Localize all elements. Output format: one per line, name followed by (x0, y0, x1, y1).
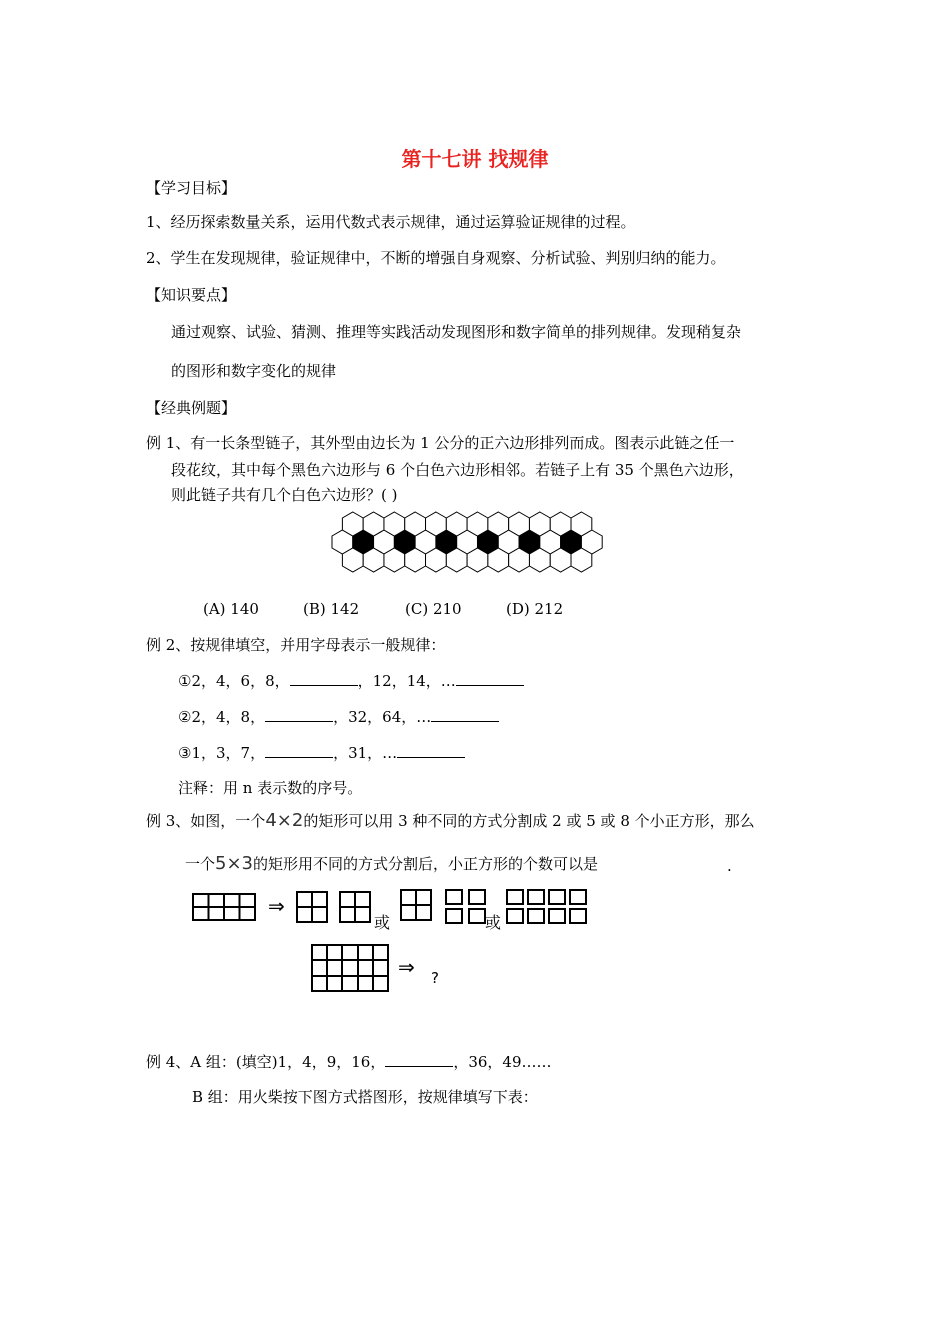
ex3-line-1 (146, 811, 755, 831)
or-label-1: 或 (374, 913, 391, 932)
ex1-option-a: (A) 140 (203, 600, 259, 618)
ex1-option-d: (D) 212 (506, 600, 564, 618)
split-2-squares (296, 891, 372, 923)
knowledge-line-1: 通过观察、试验、猜测、推理等实践活动发现图形和数字简单的排列规律。发现稍复杂 (171, 323, 742, 341)
seq2-end: ，32，64，… (333, 708, 432, 726)
seq2-start: ②2，4，8， (178, 708, 266, 726)
arrow-icon-1: ⇒ (268, 894, 285, 918)
knowledge-line-2: 的图形和数字变化的规律 (171, 362, 337, 380)
seq1-start: ①2，4，6，8， (178, 672, 290, 690)
split-5-squares (400, 889, 490, 925)
ex1-line-2: 段花纹，其中每个黑色六边形与 6 个白色六边形相邻。若链子上有 35 个黑色六边形， (171, 461, 744, 479)
ex2-sequence-2 (178, 707, 499, 727)
rect-4x2-grid (192, 893, 256, 921)
ex4-line-1 (146, 1052, 552, 1072)
ex3-line-2-start: 一个 (185, 855, 216, 873)
seq1-end: ，12，14，… (357, 672, 456, 690)
ex2-sequence-1 (178, 671, 524, 691)
examples-heading: 【经典例题】 (146, 399, 237, 417)
ex4-line-2: B 组：用火柴按下图方式搭图形，按规律填写下表： (192, 1088, 538, 1106)
ex3-dims-4x2: 4×2 (265, 810, 304, 831)
ex4-line-1-start: 例 4、A 组：(填空)1，4，9，16， (146, 1053, 386, 1071)
lesson-title: 第十七讲 找规律 (401, 147, 549, 171)
knowledge-heading: 【知识要点】 (146, 286, 237, 304)
ex1-line-3: 则此链子共有几个白色六边形？( ) (171, 486, 398, 504)
seq3-blank-1[interactable] (265, 743, 333, 758)
ex3-line-2 (185, 854, 598, 874)
seq1-blank-1[interactable] (290, 671, 358, 686)
ex3-line-1-end: 的矩形可以用 3 种不同的方式分割成 2 或 5 或 8 个小正方形，那么 (303, 812, 755, 830)
seq2-blank-2[interactable] (431, 707, 499, 722)
ex2-note: 注释：用 n 表示数的序号。 (178, 779, 363, 797)
split-8-squares (506, 889, 588, 925)
question-mark: ? (431, 969, 439, 987)
arrow-icon-2: ⇒ (398, 955, 415, 979)
ex3-dims-5x3: 5×3 (215, 853, 254, 874)
ex3-line-2-end: 的矩形用不同的方式分割后，小正方形的个数可以是 (253, 855, 599, 873)
hexagon-chain-figure (330, 505, 620, 580)
ex1-option-c: (C) 210 (405, 600, 462, 618)
seq3-blank-2[interactable] (397, 743, 465, 758)
goal-item-1: 1、经历探索数量关系，运用代数式表示规律，通过运算验证规律的过程。 (146, 213, 636, 231)
ex3-line-2-period: . (727, 857, 732, 875)
seq3-end: ，31，… (333, 744, 398, 762)
or-label-2: 或 (485, 913, 502, 932)
seq3-start: ③1，3，7， (178, 744, 266, 762)
ex2-sequence-3 (178, 743, 465, 763)
goal-item-2: 2、学生在发现规律，验证规律中，不断的增强自身观察、分析试验、判别归纳的能力。 (146, 249, 726, 267)
ex1-option-b: (B) 142 (303, 600, 360, 618)
seq1-blank-2[interactable] (456, 671, 524, 686)
seq2-blank-1[interactable] (265, 707, 333, 722)
ex2-line: 例 2、按规律填空，并用字母表示一般规律： (146, 636, 446, 654)
ex4-blank[interactable] (385, 1052, 453, 1067)
goals-heading: 【学习目标】 (146, 179, 237, 197)
ex1-line-1: 例 1、有一长条型链子，其外型由边长为 1 公分的正六边形排列而成。图表示此链之任一 (146, 434, 735, 452)
ex3-line-1-start: 例 3、如图，一个 (146, 812, 266, 830)
rect-5x3-grid (311, 944, 389, 992)
ex4-line-1-end: ，36，49…… (453, 1053, 552, 1071)
